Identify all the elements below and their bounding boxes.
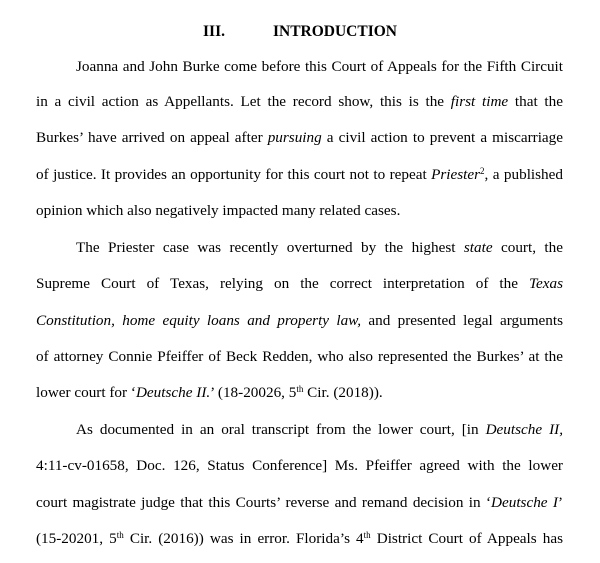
case-name-deutsche-ii: Deutsche II. (135, 384, 211, 401)
text-line-11: As documented in an oral transcript from the lower court, [in Deutsche II, (76, 421, 563, 438)
text-line-1: Joanna and John Burke come before this Court of Appeals for the Fifth Circuit (76, 58, 563, 75)
text-line-13: court magistrate judge that this Courts’ reverse and remand decision in ‘Deutsche I’ (36, 494, 563, 511)
text-line-8: Constitution, home equity loans and property law, and presented legal arguments (36, 312, 564, 329)
emphasis-texas: Texas (528, 275, 563, 292)
text-line-2: in a civil action as Appellants. Let the record show, this is the first time that the (36, 93, 563, 110)
section-heading (0, 22, 600, 42)
case-name-deutsche-i: Deutsche I (491, 494, 558, 511)
section-title: INTRODUCTION (272, 23, 397, 40)
emphasis-state: state (463, 239, 493, 256)
footnote-marker: 2 (480, 166, 485, 176)
text-line-10: lower court for ‘Deutsche II.’ (18-20026, 5th Cir. (2018)). (36, 384, 383, 401)
case-name-deutsche-ii-ref: Deutsche II, (485, 421, 563, 438)
text-line-4: of justice. It provides an opportunity for this court not to repeat Priester$^2$, a published (36, 166, 563, 183)
emphasis-constitution: Constitution, home equity loans and property law, (36, 312, 362, 329)
emphasis-first-time: first time (450, 93, 509, 110)
section-number: III. (203, 23, 225, 40)
text-line-5: opinion which also negatively impacted many related cases. (36, 202, 401, 219)
text-line-6: The Priester case was recently overturned by the highest state court, the (76, 239, 563, 256)
text-line-14: (15-20201, 5th Cir. (2016)) was in error. Florida’s 4th District Court of Appeals has (36, 530, 563, 547)
text-line-7: Supreme Court of Texas, relying on the correct interpretation of the Texas (36, 275, 563, 292)
text-line-12: 4:11-cv-01658, Doc. 126, Status Conference] Ms. Pfeiffer agreed with the lower (36, 457, 563, 474)
text-line-3: Burkes’ have arrived on appeal after pursuing a civil action to prevent a miscarriage (36, 129, 563, 146)
emphasis-pursuing: pursuing (267, 129, 322, 146)
case-name-priester: Priester (431, 166, 481, 183)
text-line-9: of attorney Connie Pfeiffer of Beck Redden, who also represented the Burkes’ at the (36, 348, 563, 365)
